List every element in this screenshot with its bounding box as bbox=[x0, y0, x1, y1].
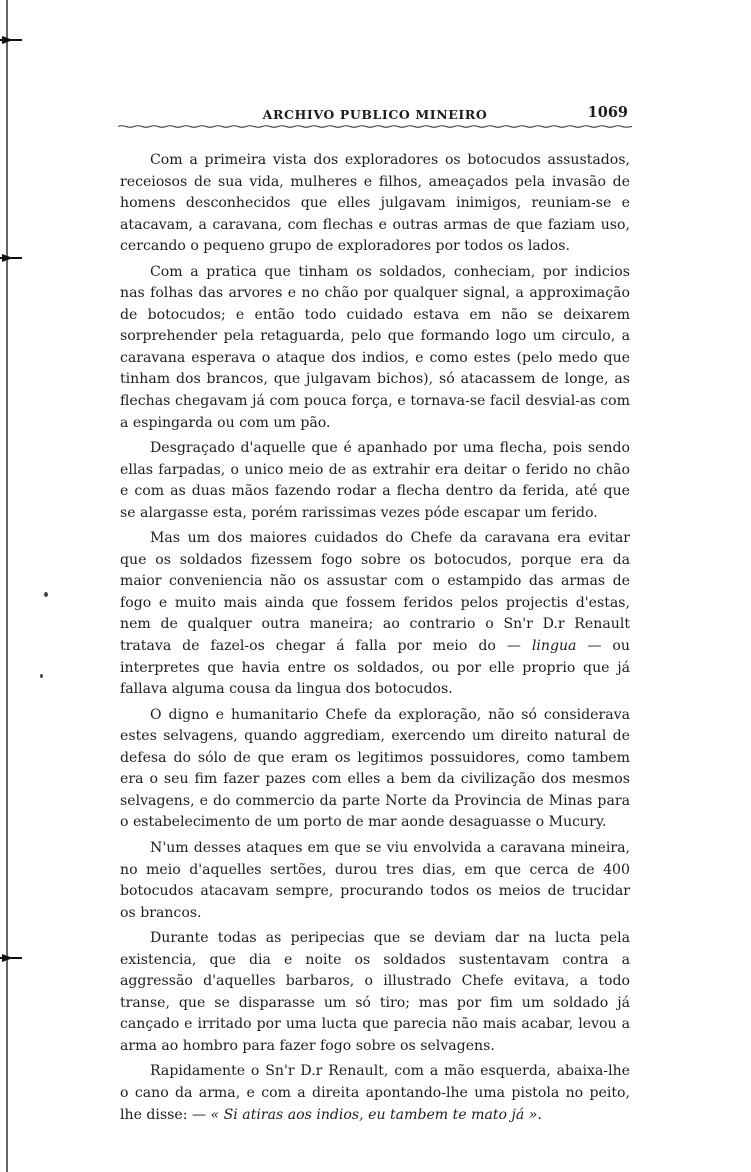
paragraph-1: Com a primeira vista dos exploradores os botocudos assustados, receiosos de sua vida, mulheres e filhos, ameaçados pela invasão de homens desconhecidos que elles julgavam inimigos, reuniam-se e atacavam, a caravana, com flechas e outras armas de que faziam uso, cercando o pequeno grupo de exploradores por todos os lados. bbox=[120, 152, 630, 255]
binding-edge-marks bbox=[0, 0, 30, 1172]
paragraph-3: Desgraçado d'aquelle que é apanhado por uma flecha, pois sendo ellas farpadas, o unico meio de as extrahir era deitar o ferido no chão e com as duas mãos fazendo rodar a flecha dentro da ferida, até que se alargasse esta, porém rarissimas vezes póde escapar um ferido. bbox=[120, 440, 630, 521]
body-text bbox=[120, 150, 630, 1130]
ink-speck bbox=[40, 674, 43, 678]
page-number: 1069 bbox=[587, 104, 628, 121]
paragraph-5: O digno e humanitario Chefe da exploração, não só considerava estes selvagens, quando aggrediam, exercendo um direito natural de defesa do sólo de que eram os legitimos possuidores, como tambem era o seu fim fazer pazes com elles a bem da civilização dos mesmos selvagens, e do commercio da parte Norte da Provincia de Minas para o estabelecimento de um porto de mar aonde desaguasse o Mucury. bbox=[120, 706, 630, 831]
paragraph-8 bbox=[120, 1061, 630, 1126]
quoted-speech: « Si atiras aos indios, eu tambem te mato já » bbox=[210, 1106, 538, 1123]
ink-speck bbox=[44, 592, 48, 597]
paragraph-6: N'um desses ataques em que se viu envolvida a caravana mineira, no meio d'aquelles sertões, durou tres dias, em que cerca de 400 botocudos atacavam sempre, procurando todos os meios de trucidar os brancos. bbox=[120, 839, 630, 921]
running-title: ARCHIVO PUBLICO MINEIRO bbox=[262, 107, 488, 122]
term-lingua: lingua bbox=[531, 638, 577, 655]
paragraph-4-text: Mas um dos maiores cuidados do Chefe da caravana era evitar que os soldados fizessem fogo sobre os botocudos, porque era da maior conveniencia não os assustar com o estampido das armas de fogo e muito mais ainda que fossem feridos pelos projectis d'estas, nem de qualquer outra maneira; ao contrario o Sn'r D.r Renault tratava de fazel-os chegar á falla por meio do — bbox=[120, 530, 630, 655]
paragraph-4-text-end: — ou interpretes que havia entre os soldados, ou por elle proprio que já fallava alguma cousa da lingua dos botocudos. bbox=[120, 638, 630, 698]
paragraph-4 bbox=[120, 528, 630, 700]
paragraph-2: Com a pratica que tinham os soldados, conheciam, por indicios nas folhas das arvores e no chão por qualquer signal, a approximação de botocudos; e então todo cuidado estava em não se deixarem sorprehender pela retaguarda, pelo que formando logo um circulo, a caravana esperava o ataque dos indios, e como estes (pelo medo que tinham dos brancos, que julgavam bichos), só atacassem de longe, as flechas chegavam já com pouca força, e tornava-se facil desvial-as com a espingarda ou com um pão. bbox=[120, 263, 630, 431]
page-header bbox=[118, 104, 632, 127]
paragraph-7: Durante todas as peripecias que se deviam dar na lucta pela existencia, que dia e noite os soldados sustentavam contra a aggressão d'aquelles barbaros, o illustrado Chefe evitava, a todo transe, que se disparasse um só tiro; mas por fim um soldado já cançado e irritado por uma lucta que parecia não mais acabar, levou a arma ao hombro para fazer fogo sobre os selvagens. bbox=[120, 930, 630, 1054]
paragraph-8-text-end: . bbox=[537, 1106, 542, 1123]
paragraph-8-text: Rapidamente o Sn'r D.r Renault, com a mão esquerda, abaixa-lhe o cano da arma, e com a direita apontando-lhe uma pistola no peito, lhe disse: — bbox=[120, 1063, 630, 1123]
header-rule bbox=[118, 125, 632, 128]
